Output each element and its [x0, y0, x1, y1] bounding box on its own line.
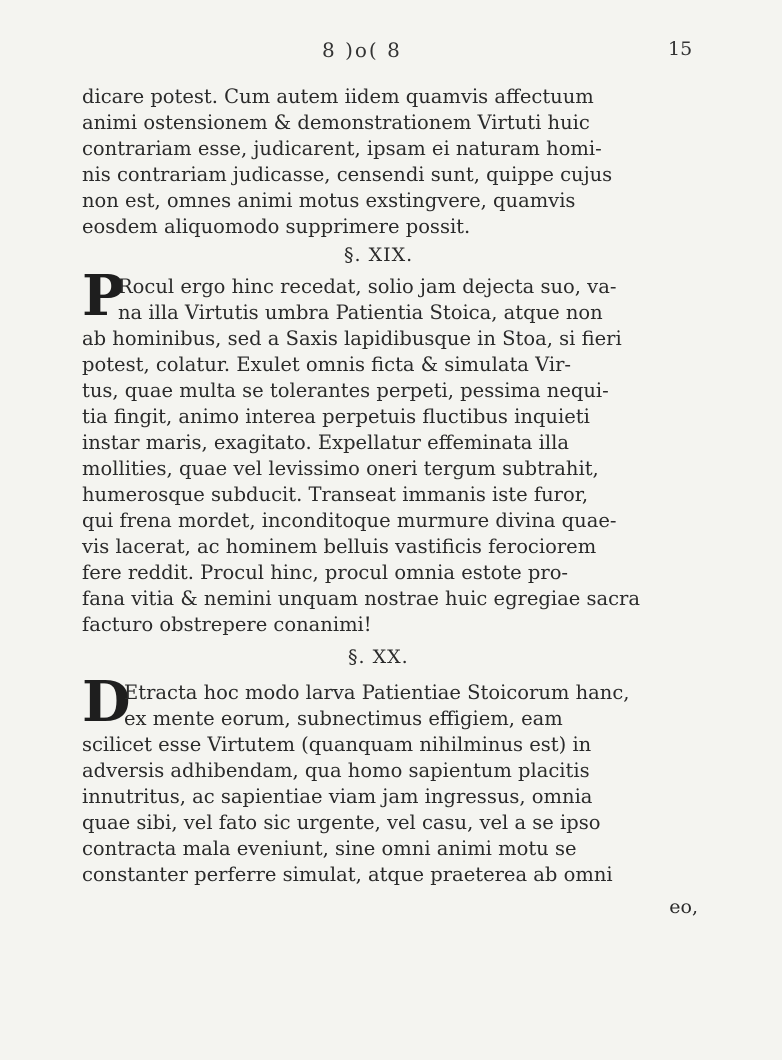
text-line: constanter perferre simulat, atque praeterea ab omni — [82, 863, 613, 886]
text-line: animi ostensionem & demonstrationem Virtuti huic — [82, 111, 590, 134]
text-line: qui frena mordet, inconditoque murmure divina quae- — [82, 509, 617, 532]
section-heading-19: §. XIX. — [344, 244, 414, 266]
text-line: eosdem aliquomodo supprimere possit. — [82, 215, 471, 238]
text-line: mollities, quae vel levissimo oneri tergum subtrahit, — [82, 457, 599, 480]
text-line: Rocul ergo hinc recedat, solio jam dejecta suo, va- — [118, 275, 617, 298]
text-line: humerosque subducit. Transeat immanis iste furor, — [82, 483, 589, 506]
text-line: Etracta hoc modo larva Patientiae Stoicorum hanc, — [124, 681, 630, 704]
text-line: ab hominibus, sed a Saxis lapidibusque in Stoa, si fieri — [82, 327, 622, 350]
catchword: eo, — [669, 896, 698, 918]
page-number: 15 — [668, 38, 693, 60]
text-line: dicare potest. Cum autem iidem quamvis affectuum — [82, 85, 594, 108]
text-line: tus, quae multa se tolerantes perpeti, pessima nequi- — [82, 379, 609, 402]
text-line: adversis adhibendam, qua homo sapientum placitis — [82, 759, 590, 782]
text-line: contracta mala eveniunt, sine omni animi motu se — [82, 837, 577, 860]
text-line: tia fingit, animo interea perpetuis fluctibus inquieti — [82, 405, 590, 428]
section-heading-20: §. XX. — [348, 646, 409, 668]
text-line: vis lacerat, ac hominem belluis vastificis ferociorem — [82, 535, 597, 558]
text-line: ex mente eorum, subnectimus effigiem, eam — [124, 707, 563, 730]
text-line: instar maris, exagitato. Expellatur effeminata illa — [82, 431, 569, 454]
text-line: fere reddit. Procul hinc, procul omnia estote pro- — [82, 561, 569, 584]
text-line: potest, colatur. Exulet omnis ficta & simulata Vir- — [82, 353, 572, 376]
text-line: contrariam esse, judicarent, ipsam ei naturam homi- — [82, 137, 602, 160]
text-line: innutritus, ac sapientiae viam jam ingressus, omnia — [82, 785, 593, 808]
drop-cap-p: P — [82, 263, 125, 329]
text-line: facturo obstrepere conanimi! — [82, 613, 372, 636]
drop-cap-d: D — [82, 669, 131, 735]
text-line: fana vitia & nemini unquam nostrae huic egregiae sacra — [82, 587, 640, 610]
header-ornament: 8 )o( 8 — [322, 38, 402, 62]
text-line: nis contrariam judicasse, censendi sunt, quippe cujus — [82, 163, 613, 186]
text-line: non est, omnes animi motus exstingvere, quamvis — [82, 189, 576, 212]
text-line: scilicet esse Virtutem (quanquam nihilminus est) in — [82, 733, 592, 756]
text-line: na illa Virtutis umbra Patientia Stoica, atque non — [118, 301, 603, 324]
text-line: quae sibi, vel fato sic urgente, vel casu, vel a se ipso — [82, 811, 601, 834]
